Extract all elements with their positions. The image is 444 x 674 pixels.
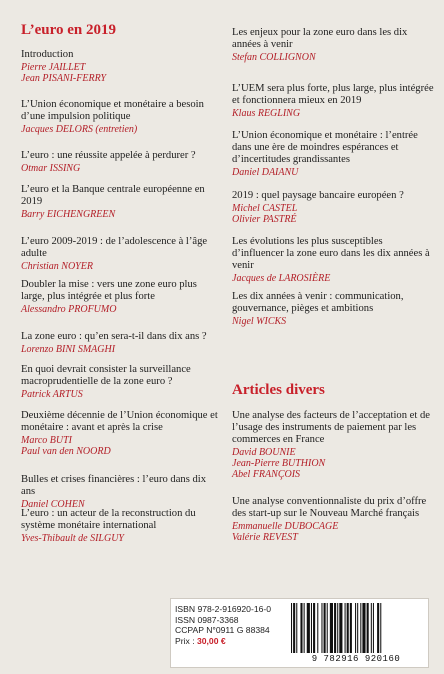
- article-entry: [232, 496, 436, 543]
- isbn-number: ISBN 978-2-916920-16-0: [175, 604, 272, 614]
- toc-entry: [21, 410, 221, 457]
- entry-author: Marco BUTI: [21, 435, 73, 446]
- section-title-articles-divers: Articles divers: [232, 382, 325, 398]
- isbn-price-box: [170, 598, 429, 668]
- toc-entry: [21, 474, 221, 510]
- entry-author: Klaus REGLING: [232, 108, 301, 119]
- entry-title: Doubler la mise : vers une zone euro plus large, plus intégrée et plus forte: [21, 279, 197, 302]
- entry-author: Alessandro PROFUMO: [21, 304, 117, 315]
- entry-title: Introduction: [21, 49, 74, 60]
- barcode: [289, 603, 423, 664]
- issn-number: ISSN 0987-3368: [175, 614, 239, 625]
- entry-author: Michel CASTEL: [232, 203, 298, 214]
- ccpap-number: CCPAP N°0911 G 88384: [175, 625, 270, 635]
- entry-title: La zone euro : qu’en sera-t-il dans dix ans ?: [21, 331, 207, 342]
- entry-author: Pierre JAILLET: [21, 62, 86, 73]
- article-entry: [232, 410, 436, 480]
- entry-title: L’Union économique et monétaire a besoin d’une impulsion politique: [21, 99, 204, 122]
- entry-author: Olivier PASTRÉ: [232, 214, 297, 225]
- entry-title: L’Union économique et monétaire : l’entrée dans une ère de moindres espérances et d’incertitudes grandissantes: [232, 130, 418, 165]
- toc-entry: [232, 190, 436, 225]
- entry-title: En quoi devrait consister la surveillance macroprudentielle de la zone euro ?: [21, 364, 191, 387]
- entry-author: Daniel DAIANU: [232, 167, 299, 178]
- entry-author: Abel FRANÇOIS: [232, 469, 301, 480]
- entry-title: L’euro et la Banque centrale européenne en 2019: [21, 184, 205, 207]
- toc-entry: [21, 99, 221, 135]
- entry-author: Barry EICHENGREEN: [21, 209, 116, 220]
- entry-author: David BOUNIE: [232, 447, 296, 458]
- entry-title: Les enjeux pour la zone euro dans les dix années à venir: [232, 27, 408, 50]
- toc-entry: [232, 130, 436, 178]
- entry-title: Les évolutions les plus susceptibles d’influencer la zone euro dans les dix années à venir: [232, 236, 430, 271]
- toc-entry: [232, 291, 436, 327]
- barcode-digits: 9 782916 920160: [311, 654, 401, 664]
- entry-author: Jacques de LAROSIÈRE: [232, 273, 331, 284]
- entry-title: Deuxième décennie de l’Union économique et monétaire : avant et après la crise: [21, 410, 218, 433]
- entry-title: 2019 : quel paysage bancaire européen ?: [232, 190, 404, 201]
- toc-entry: [21, 508, 221, 544]
- entry-author: Lorenzo BINI SMAGHI: [21, 344, 116, 355]
- entry-author: Patrick ARTUS: [21, 389, 83, 400]
- barcode-bars-icon: [289, 603, 423, 653]
- toc-entry: [21, 150, 221, 174]
- toc-entry: [21, 364, 221, 400]
- entry-title: Une analyse conventionnaliste du prix d’offre des start-up sur le Nouveau Marché français: [232, 496, 427, 519]
- publication-info: [175, 604, 271, 646]
- toc-entry: [21, 184, 221, 220]
- entry-author: Otmar ISSING: [21, 163, 81, 174]
- entry-title: L’euro : une réussite appelée à perdurer ?: [21, 150, 196, 161]
- section-title-euro-2019: L’euro en 2019: [21, 22, 117, 38]
- price-line: [175, 636, 271, 647]
- entry-author: Jean PISANI-FERRY: [21, 73, 107, 84]
- entry-title: Bulles et crises financières : l’euro dans dix ans: [21, 474, 207, 497]
- entry-title: L’euro : un acteur de la reconstruction du système monétaire international: [21, 508, 196, 531]
- price-label: Prix :: [175, 635, 195, 646]
- toc-entry: [232, 83, 436, 119]
- entry-title: L’euro 2009-2019 : de l’adolescence à l’âge adulte: [21, 236, 208, 259]
- toc-entry: [21, 331, 221, 355]
- toc-entry: [21, 279, 221, 315]
- price-value: 30,00 €: [196, 635, 226, 646]
- entry-author: Valérie REVEST: [232, 532, 298, 543]
- entry-title: Les dix années à venir : communication, gouvernance, pièges et ambitions: [232, 291, 404, 314]
- entry-author: Christian NOYER: [21, 261, 93, 272]
- entry-author: Nigel WICKS: [232, 316, 287, 327]
- entry-author: Stefan COLLIGNON: [232, 52, 316, 63]
- toc-entry: [21, 236, 221, 272]
- entry-author: Jacques DELORS (entretien): [21, 124, 138, 135]
- entry-author: Emmanuelle DUBOCAGE: [232, 521, 339, 532]
- toc-entry: [21, 49, 221, 84]
- entry-author: Yves-Thibault de SILGUY: [21, 533, 124, 544]
- toc-entry: [232, 236, 436, 284]
- entry-title: L’UEM sera plus forte, plus large, plus intégrée et fonctionnera mieux en 2019: [232, 83, 434, 106]
- entry-author: Paul van den NOORD: [21, 446, 111, 457]
- toc-entry: [232, 27, 436, 63]
- entry-title: Une analyse des facteurs de l’acceptation et de l’usage des instruments de paiement par les commerces en France: [232, 410, 430, 445]
- entry-author: Jean-Pierre BUTHION: [232, 458, 326, 469]
- entry-author: Daniel COHEN: [21, 499, 85, 510]
